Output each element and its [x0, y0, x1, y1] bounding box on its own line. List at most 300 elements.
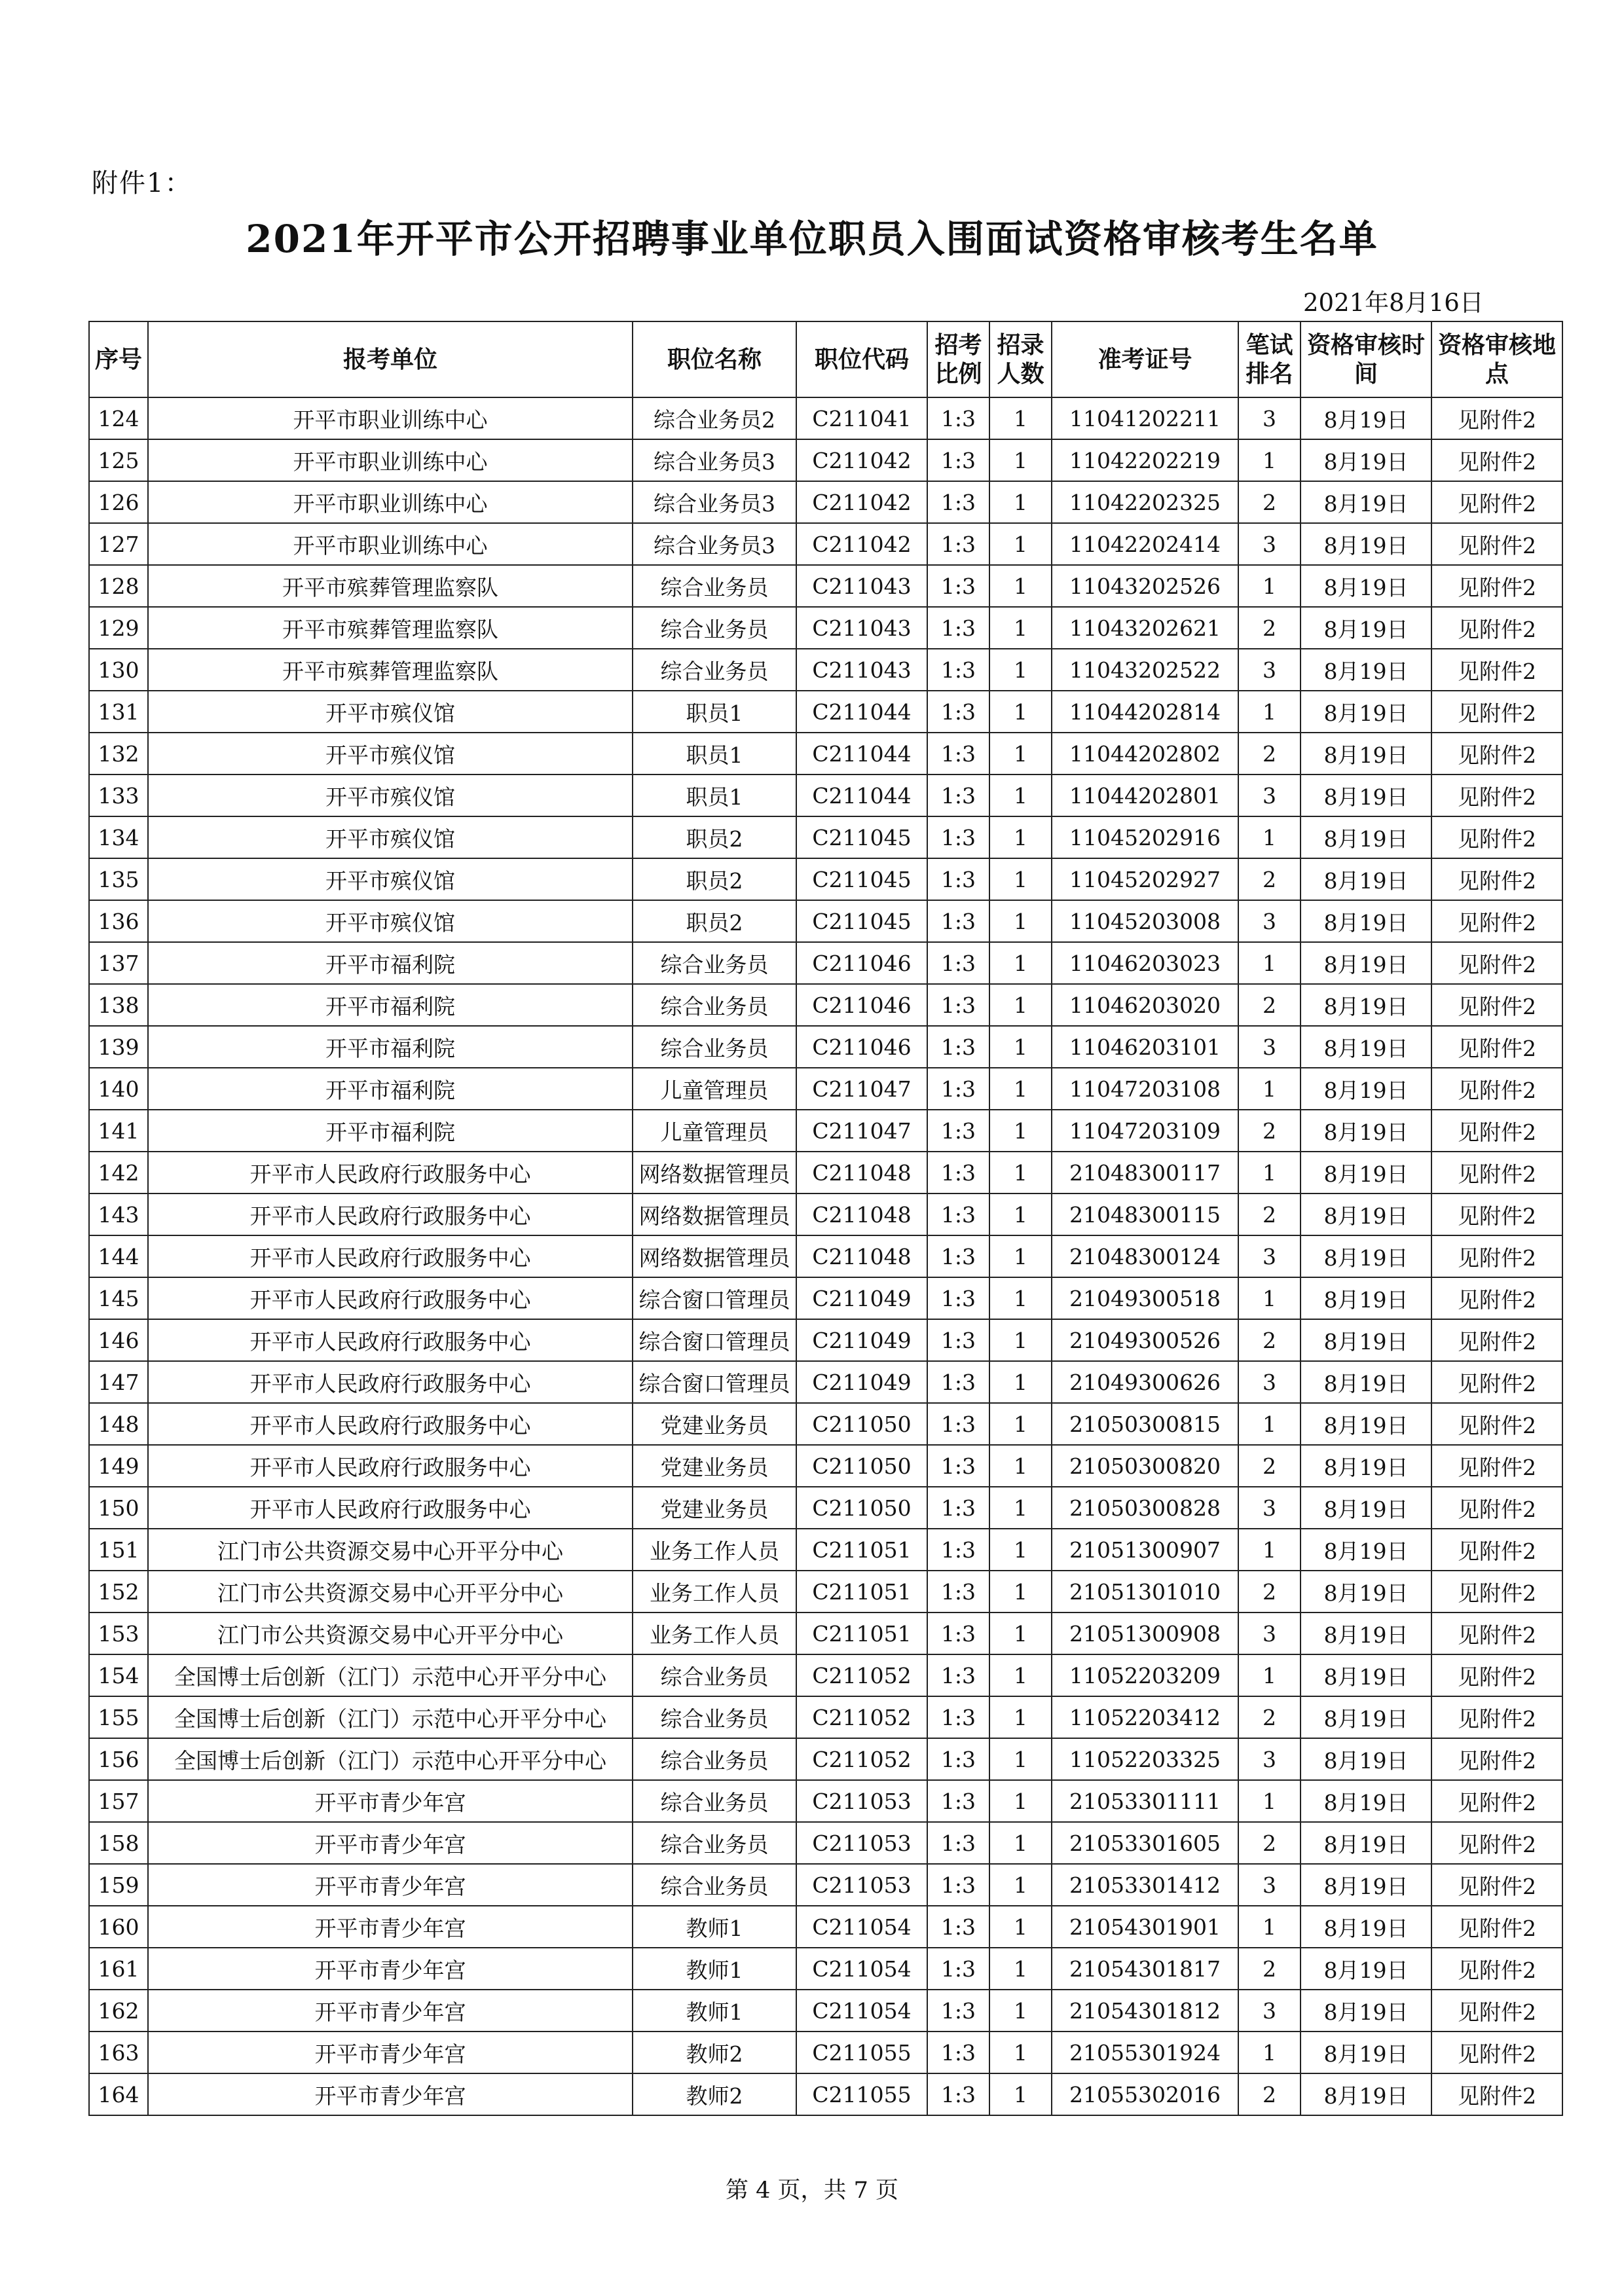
- cell-seq: 130: [89, 649, 148, 691]
- table-row: [89, 1403, 1562, 1445]
- cell-rank: 1: [1238, 816, 1301, 858]
- cell-exam-id: 21050300828: [1052, 1487, 1238, 1529]
- cell-review-time: 8月19日: [1301, 649, 1431, 691]
- cell-code: C211048: [796, 1194, 927, 1235]
- cell-rank: 2: [1238, 984, 1301, 1026]
- cell-count: 1: [989, 984, 1052, 1026]
- cell-code: C211048: [796, 1152, 927, 1194]
- cell-rank: 1: [1238, 1529, 1301, 1571]
- cell-review-place: 见附件2: [1431, 439, 1562, 481]
- cell-ratio: 1:3: [927, 1194, 989, 1235]
- cell-unit: 开平市青少年宫: [148, 1906, 633, 1948]
- cell-position: 教师1: [633, 1948, 796, 1990]
- cell-ratio: 1:3: [927, 1948, 989, 1990]
- cell-count: 1: [989, 1235, 1052, 1277]
- cell-rank: 3: [1238, 1864, 1301, 1906]
- table-row: [89, 900, 1562, 942]
- cell-review-place: 见附件2: [1431, 1110, 1562, 1152]
- cell-seq: 153: [89, 1613, 148, 1654]
- cell-review-place: 见附件2: [1431, 1906, 1562, 1948]
- cell-review-time: 8月19日: [1301, 523, 1431, 565]
- cell-position: 综合业务员: [633, 1780, 796, 1822]
- cell-rank: 2: [1238, 1948, 1301, 1990]
- cell-review-time: 8月19日: [1301, 1822, 1431, 1864]
- cell-exam-id: 11044202801: [1052, 774, 1238, 816]
- cell-ratio: 1:3: [927, 439, 989, 481]
- cell-code: C211053: [796, 1864, 927, 1906]
- cell-code: C211052: [796, 1654, 927, 1696]
- cell-unit: 开平市福利院: [148, 984, 633, 1026]
- cell-review-place: 见附件2: [1431, 565, 1562, 607]
- cell-unit: 开平市殡葬管理监察队: [148, 649, 633, 691]
- cell-exam-id: 11046203020: [1052, 984, 1238, 1026]
- table-row: [89, 691, 1562, 733]
- cell-ratio: 1:3: [927, 1445, 989, 1487]
- table-row: [89, 2073, 1562, 2115]
- cell-ratio: 1:3: [927, 691, 989, 733]
- cell-exam-id: 21050300815: [1052, 1403, 1238, 1445]
- cell-position: 教师2: [633, 2032, 796, 2073]
- table-row: [89, 1990, 1562, 2032]
- cell-review-time: 8月19日: [1301, 607, 1431, 649]
- cell-count: 1: [989, 2032, 1052, 2073]
- cell-exam-id: 11042202325: [1052, 481, 1238, 523]
- cell-code: C211042: [796, 481, 927, 523]
- cell-exam-id: 11047203109: [1052, 1110, 1238, 1152]
- cell-review-place: 见附件2: [1431, 1277, 1562, 1319]
- cell-position: 教师1: [633, 1990, 796, 2032]
- cell-count: 1: [989, 1948, 1052, 1990]
- cell-rank: 1: [1238, 439, 1301, 481]
- cell-unit: 全国博士后创新（江门）示范中心开平分中心: [148, 1654, 633, 1696]
- cell-seq: 138: [89, 984, 148, 1026]
- cell-ratio: 1:3: [927, 858, 989, 900]
- cell-seq: 125: [89, 439, 148, 481]
- cell-review-place: 见附件2: [1431, 691, 1562, 733]
- cell-rank: 2: [1238, 1194, 1301, 1235]
- table-header-row: [89, 321, 1562, 397]
- cell-position: 党建业务员: [633, 1445, 796, 1487]
- cell-seq: 131: [89, 691, 148, 733]
- cell-ratio: 1:3: [927, 1864, 989, 1906]
- cell-code: C211048: [796, 1235, 927, 1277]
- cell-count: 1: [989, 1026, 1052, 1068]
- cell-count: 1: [989, 1319, 1052, 1361]
- cell-code: C211043: [796, 607, 927, 649]
- cell-review-place: 见附件2: [1431, 2032, 1562, 2073]
- cell-code: C211042: [796, 439, 927, 481]
- cell-rank: 3: [1238, 1738, 1301, 1780]
- cell-review-time: 8月19日: [1301, 1990, 1431, 2032]
- table-row: [89, 1487, 1562, 1529]
- cell-rank: 2: [1238, 1445, 1301, 1487]
- cell-seq: 164: [89, 2073, 148, 2115]
- page-footer: 第 4 页，共 7 页: [725, 2178, 899, 2204]
- cell-position: 网络数据管理员: [633, 1235, 796, 1277]
- cell-seq: 142: [89, 1152, 148, 1194]
- cell-rank: 2: [1238, 1319, 1301, 1361]
- cell-review-place: 见附件2: [1431, 1026, 1562, 1068]
- col-header-code: 职位代码: [796, 321, 927, 397]
- cell-seq: 152: [89, 1571, 148, 1613]
- table-row: [89, 858, 1562, 900]
- cell-ratio: 1:3: [927, 1529, 989, 1571]
- cell-review-time: 8月19日: [1301, 774, 1431, 816]
- cell-rank: 3: [1238, 1613, 1301, 1654]
- cell-ratio: 1:3: [927, 1110, 989, 1152]
- cell-exam-id: 21053301605: [1052, 1822, 1238, 1864]
- cell-review-place: 见附件2: [1431, 984, 1562, 1026]
- cell-ratio: 1:3: [927, 1654, 989, 1696]
- cell-unit: 开平市人民政府行政服务中心: [148, 1319, 633, 1361]
- cell-seq: 158: [89, 1822, 148, 1864]
- cell-unit: 开平市福利院: [148, 1068, 633, 1110]
- cell-code: C211045: [796, 858, 927, 900]
- cell-position: 职员1: [633, 691, 796, 733]
- cell-seq: 136: [89, 900, 148, 942]
- table-row: [89, 1361, 1562, 1403]
- cell-review-place: 见附件2: [1431, 1948, 1562, 1990]
- cell-count: 1: [989, 1696, 1052, 1738]
- cell-rank: 2: [1238, 1696, 1301, 1738]
- cell-rank: 1: [1238, 1277, 1301, 1319]
- cell-exam-id: 11052203412: [1052, 1696, 1238, 1738]
- cell-ratio: 1:3: [927, 1235, 989, 1277]
- cell-code: C211045: [796, 816, 927, 858]
- cell-review-time: 8月19日: [1301, 1571, 1431, 1613]
- cell-unit: 开平市人民政府行政服务中心: [148, 1403, 633, 1445]
- cell-position: 教师2: [633, 2073, 796, 2115]
- cell-code: C211043: [796, 649, 927, 691]
- cell-seq: 148: [89, 1403, 148, 1445]
- col-header-rank: 笔试排名: [1238, 321, 1301, 397]
- cell-code: C211054: [796, 1948, 927, 1990]
- cell-review-time: 8月19日: [1301, 1738, 1431, 1780]
- cell-count: 1: [989, 733, 1052, 774]
- cell-position: 综合业务员2: [633, 397, 796, 439]
- cell-review-time: 8月19日: [1301, 1152, 1431, 1194]
- cell-code: C211051: [796, 1571, 927, 1613]
- col-header-exam-id: 准考证号: [1052, 321, 1238, 397]
- cell-seq: 162: [89, 1990, 148, 2032]
- cell-seq: 149: [89, 1445, 148, 1487]
- cell-exam-id: 11043202522: [1052, 649, 1238, 691]
- cell-seq: 157: [89, 1780, 148, 1822]
- cell-position: 综合业务员: [633, 1696, 796, 1738]
- cell-exam-id: 21049300518: [1052, 1277, 1238, 1319]
- cell-rank: 2: [1238, 733, 1301, 774]
- cell-ratio: 1:3: [927, 733, 989, 774]
- cell-position: 综合业务员3: [633, 523, 796, 565]
- cell-seq: 163: [89, 2032, 148, 2073]
- cell-position: 职员2: [633, 858, 796, 900]
- cell-seq: 140: [89, 1068, 148, 1110]
- cell-unit: 开平市青少年宫: [148, 1864, 633, 1906]
- cell-review-time: 8月19日: [1301, 984, 1431, 1026]
- cell-exam-id: 21048300115: [1052, 1194, 1238, 1235]
- cell-review-place: 见附件2: [1431, 1738, 1562, 1780]
- cell-rank: 3: [1238, 649, 1301, 691]
- cell-code: C211051: [796, 1529, 927, 1571]
- cell-rank: 3: [1238, 1990, 1301, 2032]
- cell-count: 1: [989, 1194, 1052, 1235]
- cell-rank: 3: [1238, 900, 1301, 942]
- cell-position: 业务工作人员: [633, 1571, 796, 1613]
- cell-ratio: 1:3: [927, 607, 989, 649]
- cell-unit: 开平市人民政府行政服务中心: [148, 1487, 633, 1529]
- cell-exam-id: 21054301901: [1052, 1906, 1238, 1948]
- cell-review-time: 8月19日: [1301, 1864, 1431, 1906]
- cell-count: 1: [989, 1529, 1052, 1571]
- col-header-count: 招录人数: [989, 321, 1052, 397]
- cell-position: 业务工作人员: [633, 1529, 796, 1571]
- cell-review-place: 见附件2: [1431, 2073, 1562, 2115]
- table-row: [89, 984, 1562, 1026]
- cell-review-time: 8月19日: [1301, 2073, 1431, 2115]
- col-header-unit: 报考单位: [148, 321, 633, 397]
- cell-rank: 3: [1238, 1235, 1301, 1277]
- cell-rank: 1: [1238, 1403, 1301, 1445]
- cell-ratio: 1:3: [927, 1068, 989, 1110]
- cell-unit: 开平市殡葬管理监察队: [148, 565, 633, 607]
- table-row: [89, 1235, 1562, 1277]
- cell-exam-id: 11046203101: [1052, 1026, 1238, 1068]
- cell-review-place: 见附件2: [1431, 942, 1562, 984]
- cell-rank: 1: [1238, 1906, 1301, 1948]
- cell-code: C211047: [796, 1068, 927, 1110]
- cell-seq: 155: [89, 1696, 148, 1738]
- cell-ratio: 1:3: [927, 774, 989, 816]
- cell-position: 网络数据管理员: [633, 1152, 796, 1194]
- cell-rank: 2: [1238, 607, 1301, 649]
- cell-seq: 160: [89, 1906, 148, 1948]
- cell-unit: 开平市青少年宫: [148, 1780, 633, 1822]
- cell-seq: 129: [89, 607, 148, 649]
- cell-unit: 开平市职业训练中心: [148, 439, 633, 481]
- cell-unit: 开平市福利院: [148, 1110, 633, 1152]
- cell-unit: 江门市公共资源交易中心开平分中心: [148, 1529, 633, 1571]
- cell-position: 综合业务员: [633, 1654, 796, 1696]
- page-title: 2021年开平市公开招聘事业单位职员入围面试资格审核考生名单: [246, 217, 1378, 261]
- table-row: [89, 1738, 1562, 1780]
- cell-position: 职员2: [633, 900, 796, 942]
- cell-count: 1: [989, 1906, 1052, 1948]
- cell-code: C211042: [796, 523, 927, 565]
- cell-code: C211054: [796, 1906, 927, 1948]
- cell-position: 综合业务员: [633, 1864, 796, 1906]
- cell-position: 综合窗口管理员: [633, 1319, 796, 1361]
- cell-count: 1: [989, 1780, 1052, 1822]
- cell-code: C211044: [796, 691, 927, 733]
- table-row: [89, 397, 1562, 439]
- cell-count: 1: [989, 1403, 1052, 1445]
- cell-review-place: 见附件2: [1431, 1822, 1562, 1864]
- cell-count: 1: [989, 942, 1052, 984]
- cell-seq: 128: [89, 565, 148, 607]
- cell-position: 综合业务员: [633, 565, 796, 607]
- cell-review-place: 见附件2: [1431, 1487, 1562, 1529]
- cell-rank: 1: [1238, 1780, 1301, 1822]
- cell-seq: 156: [89, 1738, 148, 1780]
- cell-review-place: 见附件2: [1431, 523, 1562, 565]
- cell-review-place: 见附件2: [1431, 397, 1562, 439]
- cell-seq: 145: [89, 1277, 148, 1319]
- cell-seq: 161: [89, 1948, 148, 1990]
- table-row: [89, 816, 1562, 858]
- cell-exam-id: 21049300626: [1052, 1361, 1238, 1403]
- cell-ratio: 1:3: [927, 1780, 989, 1822]
- cell-review-place: 见附件2: [1431, 1864, 1562, 1906]
- cell-seq: 141: [89, 1110, 148, 1152]
- cell-code: C211053: [796, 1780, 927, 1822]
- cell-seq: 151: [89, 1529, 148, 1571]
- table-body: [89, 397, 1562, 2115]
- table-row: [89, 1906, 1562, 1948]
- cell-rank: 3: [1238, 397, 1301, 439]
- cell-code: C211055: [796, 2032, 927, 2073]
- cell-review-place: 见附件2: [1431, 1529, 1562, 1571]
- cell-ratio: 1:3: [927, 1026, 989, 1068]
- cell-count: 1: [989, 900, 1052, 942]
- cell-count: 1: [989, 607, 1052, 649]
- cell-code: C211046: [796, 942, 927, 984]
- cell-code: C211053: [796, 1822, 927, 1864]
- cell-ratio: 1:3: [927, 649, 989, 691]
- cell-code: C211047: [796, 1110, 927, 1152]
- table-row: [89, 1068, 1562, 1110]
- cell-unit: 开平市职业训练中心: [148, 523, 633, 565]
- cell-count: 1: [989, 1613, 1052, 1654]
- cell-exam-id: 11045203008: [1052, 900, 1238, 942]
- cell-seq: 137: [89, 942, 148, 984]
- table-row: [89, 1696, 1562, 1738]
- cell-review-place: 见附件2: [1431, 774, 1562, 816]
- cell-unit: 开平市青少年宫: [148, 1990, 633, 2032]
- cell-review-place: 见附件2: [1431, 733, 1562, 774]
- cell-review-time: 8月19日: [1301, 565, 1431, 607]
- cell-count: 1: [989, 1152, 1052, 1194]
- cell-ratio: 1:3: [927, 900, 989, 942]
- cell-code: C211052: [796, 1696, 927, 1738]
- document-date: 2021年8月16日: [1303, 289, 1484, 317]
- cell-ratio: 1:3: [927, 481, 989, 523]
- cell-unit: 江门市公共资源交易中心开平分中心: [148, 1613, 633, 1654]
- col-header-seq: 序号: [89, 321, 148, 397]
- col-header-position: 职位名称: [633, 321, 796, 397]
- cell-unit: 开平市殡仪馆: [148, 858, 633, 900]
- cell-ratio: 1:3: [927, 2073, 989, 2115]
- cell-ratio: 1:3: [927, 816, 989, 858]
- cell-rank: 3: [1238, 774, 1301, 816]
- cell-code: C211044: [796, 733, 927, 774]
- col-header-review-place: 资格审核地点: [1431, 321, 1562, 397]
- cell-ratio: 1:3: [927, 1277, 989, 1319]
- table-row: [89, 1613, 1562, 1654]
- cell-code: C211050: [796, 1403, 927, 1445]
- cell-position: 网络数据管理员: [633, 1194, 796, 1235]
- cell-review-time: 8月19日: [1301, 691, 1431, 733]
- cell-seq: 147: [89, 1361, 148, 1403]
- cell-count: 1: [989, 816, 1052, 858]
- cell-exam-id: 11045202927: [1052, 858, 1238, 900]
- cell-unit: 开平市青少年宫: [148, 1948, 633, 1990]
- cell-seq: 144: [89, 1235, 148, 1277]
- cell-count: 1: [989, 858, 1052, 900]
- cell-review-time: 8月19日: [1301, 1235, 1431, 1277]
- cell-review-place: 见附件2: [1431, 481, 1562, 523]
- cell-count: 1: [989, 774, 1052, 816]
- cell-count: 1: [989, 1738, 1052, 1780]
- cell-code: C211046: [796, 1026, 927, 1068]
- cell-ratio: 1:3: [927, 523, 989, 565]
- cell-position: 综合业务员: [633, 1026, 796, 1068]
- cell-ratio: 1:3: [927, 1738, 989, 1780]
- cell-position: 党建业务员: [633, 1403, 796, 1445]
- cell-exam-id: 11042202219: [1052, 439, 1238, 481]
- cell-unit: 开平市人民政府行政服务中心: [148, 1194, 633, 1235]
- cell-unit: 全国博士后创新（江门）示范中心开平分中心: [148, 1738, 633, 1780]
- cell-code: C211050: [796, 1487, 927, 1529]
- cell-ratio: 1:3: [927, 1990, 989, 2032]
- cell-rank: 1: [1238, 1152, 1301, 1194]
- cell-unit: 开平市青少年宫: [148, 1822, 633, 1864]
- cell-rank: 2: [1238, 1822, 1301, 1864]
- cell-unit: 开平市人民政府行政服务中心: [148, 1152, 633, 1194]
- cell-code: C211045: [796, 900, 927, 942]
- cell-code: C211049: [796, 1361, 927, 1403]
- cell-position: 综合业务员3: [633, 439, 796, 481]
- cell-seq: 133: [89, 774, 148, 816]
- cell-review-time: 8月19日: [1301, 1068, 1431, 1110]
- table-row: [89, 1445, 1562, 1487]
- cell-review-time: 8月19日: [1301, 1613, 1431, 1654]
- cell-rank: 1: [1238, 691, 1301, 733]
- table-row: [89, 607, 1562, 649]
- cell-position: 儿童管理员: [633, 1068, 796, 1110]
- cell-review-place: 见附件2: [1431, 1696, 1562, 1738]
- cell-count: 1: [989, 1864, 1052, 1906]
- cell-exam-id: 11041202211: [1052, 397, 1238, 439]
- cell-ratio: 1:3: [927, 942, 989, 984]
- cell-position: 职员1: [633, 733, 796, 774]
- cell-exam-id: 11044202802: [1052, 733, 1238, 774]
- cell-position: 党建业务员: [633, 1487, 796, 1529]
- cell-exam-id: 11043202526: [1052, 565, 1238, 607]
- cell-unit: 开平市殡仪馆: [148, 816, 633, 858]
- cell-review-place: 见附件2: [1431, 1361, 1562, 1403]
- cell-unit: 开平市福利院: [148, 1026, 633, 1068]
- cell-review-place: 见附件2: [1431, 816, 1562, 858]
- col-header-review-time: 资格审核时间: [1301, 321, 1431, 397]
- cell-seq: 159: [89, 1864, 148, 1906]
- cell-ratio: 1:3: [927, 2032, 989, 2073]
- cell-exam-id: 21049300526: [1052, 1319, 1238, 1361]
- cell-seq: 126: [89, 481, 148, 523]
- cell-review-place: 见附件2: [1431, 1780, 1562, 1822]
- cell-code: C211049: [796, 1277, 927, 1319]
- cell-review-place: 见附件2: [1431, 607, 1562, 649]
- cell-position: 综合业务员: [633, 942, 796, 984]
- cell-review-place: 见附件2: [1431, 1235, 1562, 1277]
- cell-ratio: 1:3: [927, 1696, 989, 1738]
- cell-code: C211050: [796, 1445, 927, 1487]
- cell-exam-id: 21048300124: [1052, 1235, 1238, 1277]
- table-row: [89, 774, 1562, 816]
- table-row: [89, 2032, 1562, 2073]
- cell-rank: 1: [1238, 1068, 1301, 1110]
- cell-position: 综合业务员: [633, 607, 796, 649]
- table-row: [89, 733, 1562, 774]
